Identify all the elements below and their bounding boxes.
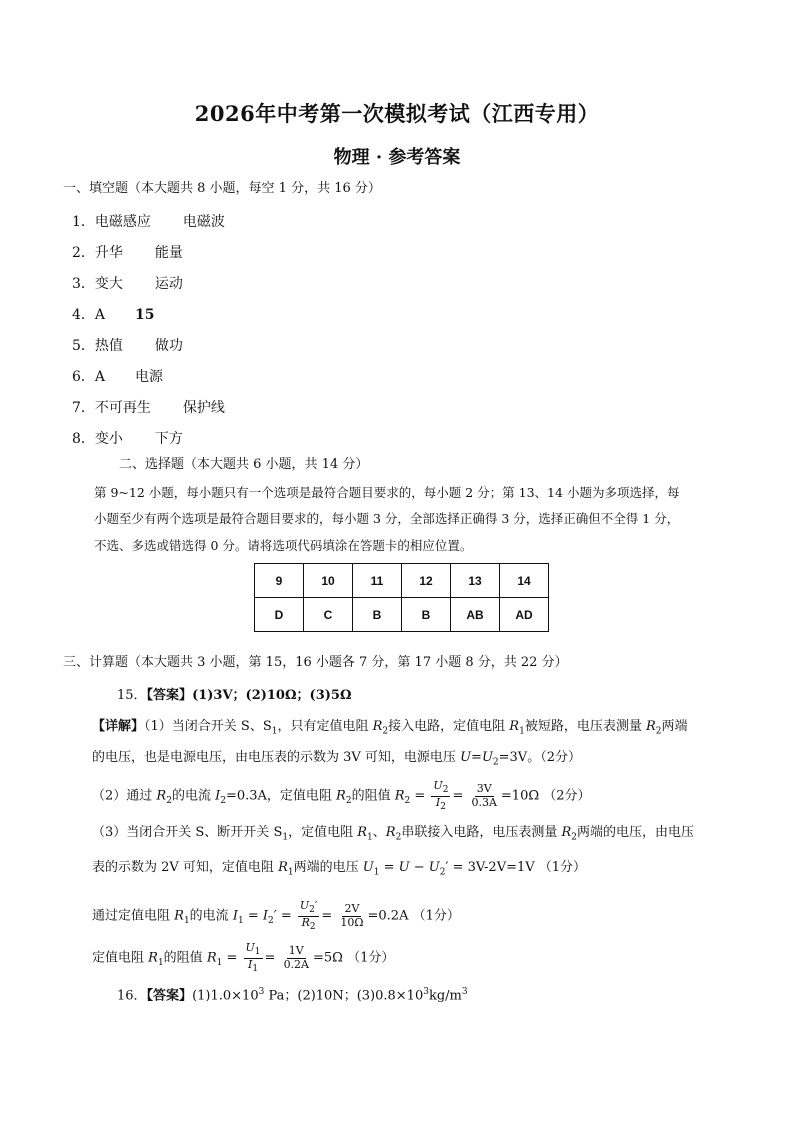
q16-answer: 16．【答案】$(1)1.0\times 10^3$ Pa；(2)10N；$(3)0.8\times 10^3kg/m^3$ [117,987,468,1004]
list-item: 5．热值 做功 [72,338,183,354]
formula-fraction: $\frac{U_1}{I_1}$ [245,941,261,974]
q15-detail-line: 表的示数为 2V 可知，定值电阻 $R_1$两端的电压 $U_1 = U - U_2' = 3V-2V=1V$ （1分） [92,860,587,878]
q15-detail-line: 的电压，也是电源电压，由电压表的示数为 3V 可知，电源电压 $U=U_2=3V$。（2分） [92,750,581,768]
list-item: 8．变小 下方 [72,431,183,447]
table-cell: B [402,598,451,632]
section-description-line: 第 9~12 小题，每小题只有一个选项是最符合题目要求的，每小题 2 分；第 13、14 小题为多项选择，每 [94,485,680,500]
table-cell: C [304,598,353,632]
q15-detail-line: （3）当闭合开关 S、断开开关 $S_1$，定值电阻 $R_1$、$R_2$串联接入电路，电压表测量 $R_2$两端的电压，由电压 [92,825,694,843]
table-cell: AB [451,598,500,632]
q15-answer: 15．【答案】(1)3V；(2)10Ω；(3)5Ω [117,688,352,703]
table-cell: 14 [500,564,549,598]
table-cell: D [255,598,304,632]
formula-fraction: $\frac{1V}{0.2A}$ [283,943,309,971]
list-item: 6．A 电源 [72,369,164,385]
formula-fraction: $\frac{U_2}{I_2}$ [433,779,449,812]
q15-detail-line: （2）通过 $R_2$的电流 $I_2=0.3A$，定值电阻 $R_2$的阻值 $R_2$ = $\frac{U_2}{I_2}$ = $\frac{3V}{0.3A}$ =10Ω （2分） [92,779,591,812]
section-heading-multiple-choice: 二、选择题（本大题共 6 小题，共 14 分） [119,457,369,472]
list-item: 3．变大 运动 [72,276,183,292]
formula-fraction: $\frac{U_2'}{R_2}$ [299,899,318,932]
section-heading-calculation: 三、计算题（本大题共 3 小题，第 15，16 小题各 7 分，第 17 小题 8 分，共 22 分） [63,655,568,670]
list-item: 7．不可再生 保护线 [72,400,225,416]
q15-detail-line: 通过定值电阻 $R_1$的电流 $I_1 = I_2'$ = $\frac{U_2'}{R_2}$ = $\frac{2V}{10\Omega}$ =0.2A （1分） [92,899,460,932]
formula-fraction: $\frac{3V}{0.3A}$ [471,781,497,809]
list-item: 4．A 15 [72,307,155,323]
table-cell: 12 [402,564,451,598]
page-title: 2026年中考第一次模拟考试（江西专用） [194,101,600,126]
table-cell: 9 [255,564,304,598]
q15-detail-line: 定值电阻 $R_1$的阻值 $R_1$ = $\frac{U_1}{I_1}$ = $\frac{1V}{0.2A}$ =5Ω （1分） [92,941,395,974]
formula-fraction: $\frac{2V}{10\Omega}$ [340,901,364,929]
table-cell: 11 [353,564,402,598]
table-cell: AD [500,598,549,632]
answer-table [254,563,549,632]
section-description-line: 小题至少有两个选项是最符合题目要求的，每小题 3 分，全部选择正确得 3 分，选择正确但不全得 1 分， [94,511,680,526]
table-row [255,598,549,632]
section-heading-fill-in: 一、填空题（本大题共 8 小题，每空 1 分，共 16 分） [63,181,381,196]
table-cell: 10 [304,564,353,598]
table-cell: 13 [451,564,500,598]
q15-detail-line: 【详解】（1）当闭合开关 S、$S_1$，只有定值电阻 $R_2$接入电路，定值电阻 $R_1$被短路，电压表测量 $R_2$两端 [92,719,688,737]
page-subtitle: 物理 · 参考答案 [333,147,461,168]
table-header-row [255,564,549,598]
list-item: 1．电磁感应 电磁波 [72,214,225,230]
list-item: 2．升华 能量 [72,245,183,261]
table-cell: B [353,598,402,632]
section-description-line: 不选、多选或错选得 0 分。请将选项代码填涂在答题卡的相应位置。 [94,538,473,553]
